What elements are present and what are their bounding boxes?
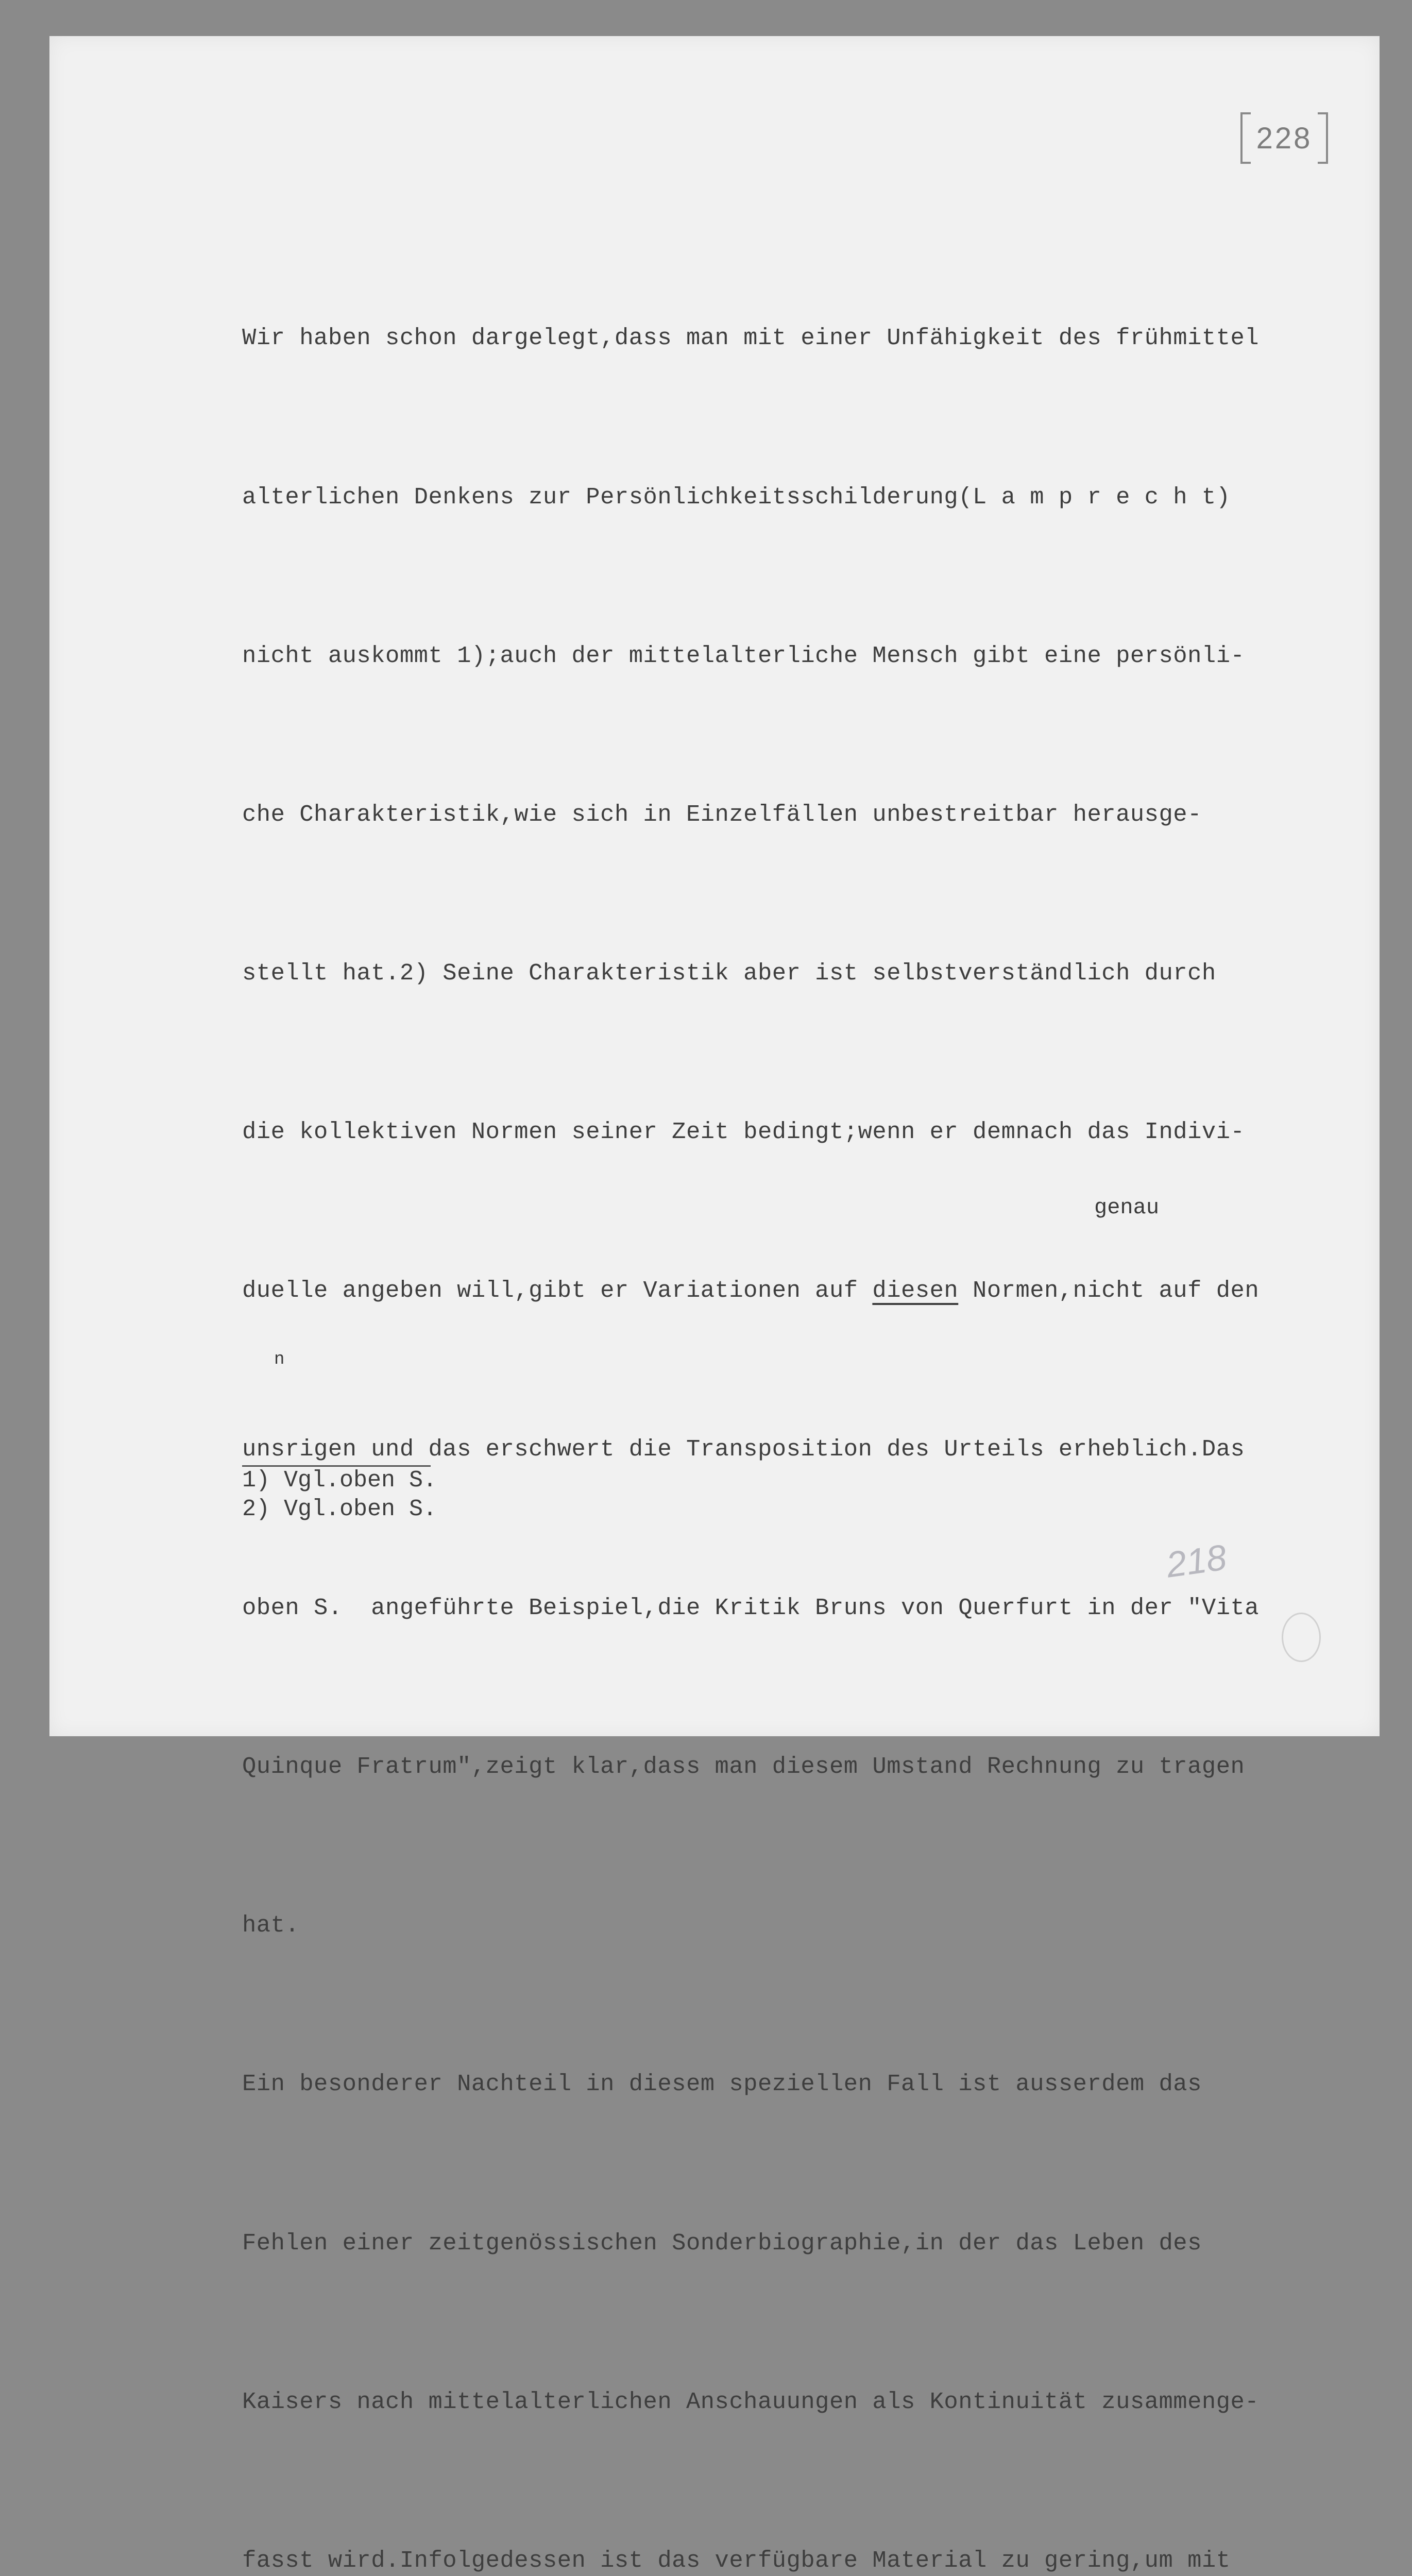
text-segment: duelle angeben will,gibt er Variationen auf (242, 1277, 873, 1304)
text-line: Quinque Fratrum",zeigt klar,dass man diesem Umstand Rechnung zu tragen (242, 1753, 1245, 1781)
handwritten-correction: n (274, 1350, 285, 1369)
underlined-word: diesen (872, 1277, 959, 1304)
text-line: che Charakteristik,wie sich in Einzelfällen unbestreitbar herausge- (242, 801, 1202, 828)
text-line: Ein besonderer Nachteil in diesem speziellen Fall ist ausserdem das (242, 2071, 1202, 2098)
text-line: die kollektiven Normen seiner Zeit bedingt;wenn er demnach das Indivi- (242, 1118, 1245, 1145)
archive-number: 218 (1164, 1537, 1229, 1585)
text-line: unsrigen und das erschwert die Transposition des Urteils erheblich.Das (242, 1436, 1245, 1463)
footnotes (242, 1466, 437, 1524)
faint-stamp (1282, 1613, 1321, 1662)
text-line: oben S. angeführte Beispiel,die Kritik Bruns von Querfurt in der "Vita (242, 1595, 1260, 1622)
text-segment: Normen,nicht auf den (958, 1277, 1260, 1304)
text-line: stellt hat.2) Seine Charakteristik aber ist selbstverständlich durch (242, 959, 1216, 987)
footnote: 2) Vgl.oben S. (242, 1496, 437, 1522)
typed-insertion: genau (1094, 1195, 1160, 1220)
text-line: alterlichen Denkens zur Persönlichkeitsschilderung(L a m p r e c h t) (242, 483, 1231, 511)
text-line: Wir haben schon dargelegt,dass man mit einer Unfähigkeit des frühmittel (242, 325, 1260, 352)
text-line: fasst wird.Infolgedessen ist das verfügbare Material zu gering,um mit (242, 2547, 1231, 2574)
text-line: nicht auskommt 1);auch der mittelalterliche Mensch gibt eine persönli- (242, 642, 1245, 669)
footnote: 1) Vgl.oben S. (242, 1467, 437, 1494)
text-line: Fehlen einer zeitgenössischen Sonderbiographie,in der das Leben des (242, 2229, 1202, 2257)
page-number: 228 (1240, 112, 1328, 164)
text-line-with-underline (242, 1264, 1375, 1317)
body-text (242, 206, 1375, 2576)
text-line: Kaisers nach mittelalterlichen Anschauungen als Kontinuität zusammenge- (242, 2388, 1260, 2415)
text-line: hat. (242, 1912, 300, 1939)
